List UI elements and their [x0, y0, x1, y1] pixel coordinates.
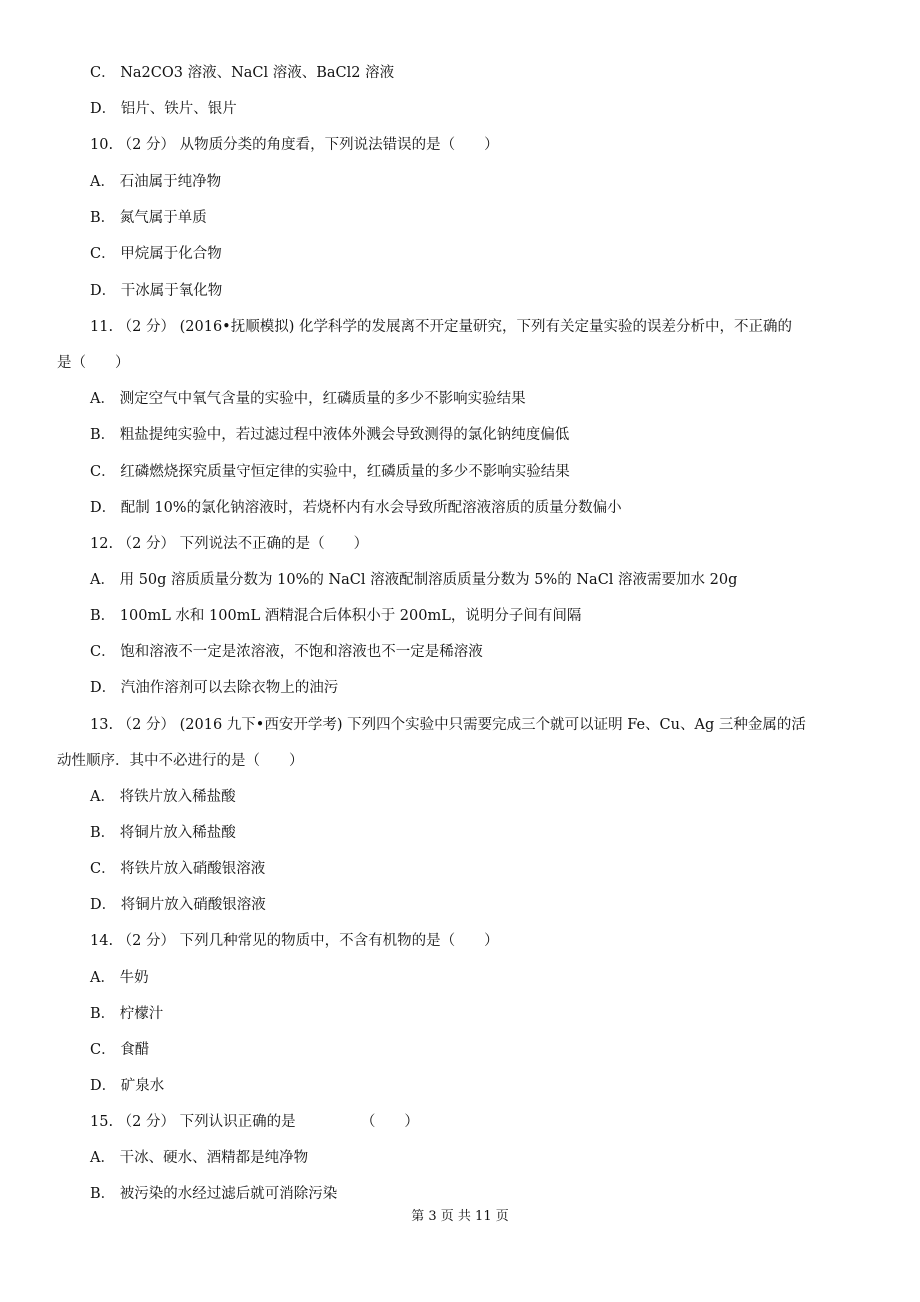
option-14a: A． 牛奶 [90, 970, 149, 986]
option-14b: B． 柠檬汁 [90, 1006, 164, 1022]
option-11a: A． 测定空气中氧气含量的实验中，红磷质量的多少不影响实验结果 [90, 391, 526, 407]
question-13-continuation: 动性顺序．其中不必进行的是（ ） [57, 753, 304, 769]
option-12c: C． 饱和溶液不一定是浓溶液，不饱和溶液也不一定是稀溶液 [90, 644, 483, 660]
option-14d: D． 矿泉水 [90, 1078, 165, 1094]
option-13a: A． 将铁片放入稀盐酸 [90, 789, 236, 805]
option-11c: C． 红磷燃烧探究质量守恒定律的实验中，红磷质量的多少不影响实验结果 [90, 464, 570, 480]
option-10d: D． 干冰属于氧化物 [90, 283, 223, 299]
page-footer: 第 3 页 共 11 页 [411, 1209, 509, 1224]
option-10b: B． 氮气属于单质 [90, 210, 207, 226]
option-14c: C． 食醋 [90, 1042, 150, 1058]
option-15a: A． 干冰、硬水、酒精都是纯净物 [90, 1150, 309, 1166]
option-11d: D． 配制 10%的氯化钠溶液时，若烧杯内有水会导致所配溶液溶质的质量分数偏小 [90, 500, 622, 516]
option-12a: A． 用 50g 溶质质量分数为 10%的 NaCl 溶液配制溶质质量分数为 5%的 NaCl 溶液需要加水 20g [90, 572, 738, 588]
option-12b: B． 100mL 水和 100mL 酒精混合后体积小于 200mL，说明分子间有间隔 [90, 608, 582, 624]
option-13d: D． 将铜片放入硝酸银溶液 [90, 897, 266, 913]
option-10c: C． 甲烷属于化合物 [90, 246, 222, 262]
option-10a: A． 石油属于纯净物 [90, 174, 222, 190]
question-11-continuation: 是（ ） [57, 355, 130, 371]
option-9d: D． 铝片、铁片、银片 [90, 101, 237, 117]
question-14: 14. （2 分） 下列几种常见的物质中，不含有机物的是（ ） [90, 933, 499, 949]
option-12d: D． 汽油作溶剂可以去除衣物上的油污 [90, 680, 339, 696]
option-13c: C． 将铁片放入硝酸银溶液 [90, 861, 266, 877]
option-9c: C． Na2CO3 溶液、NaCl 溶液、BaCl2 溶液 [90, 65, 395, 81]
option-11b: B． 粗盐提纯实验中，若过滤过程中液体外溅会导致测得的氯化钠纯度偏低 [90, 427, 570, 443]
question-11: 11. （2 分） (2016•抚顺模拟) 化学科学的发展离不开定量研究，下列有关定量实验的误差分析中，不正确的 [90, 319, 792, 335]
option-13b: B． 将铜片放入稀盐酸 [90, 825, 236, 841]
question-15: 15. （2 分） 下列认识正确的是 （ ） [90, 1114, 419, 1130]
question-10: 10. （2 分） 从物质分类的角度看，下列说法错误的是（ ） [90, 137, 499, 153]
question-13: 13. （2 分） (2016 九下•西安开学考) 下列四个实验中只需要完成三个就可以证明 Fe、Cu、Ag 三种金属的活 [90, 717, 806, 733]
question-12: 12. （2 分） 下列说法不正确的是（ ） [90, 536, 369, 552]
option-15b: B． 被污染的水经过滤后就可消除污染 [90, 1186, 338, 1202]
